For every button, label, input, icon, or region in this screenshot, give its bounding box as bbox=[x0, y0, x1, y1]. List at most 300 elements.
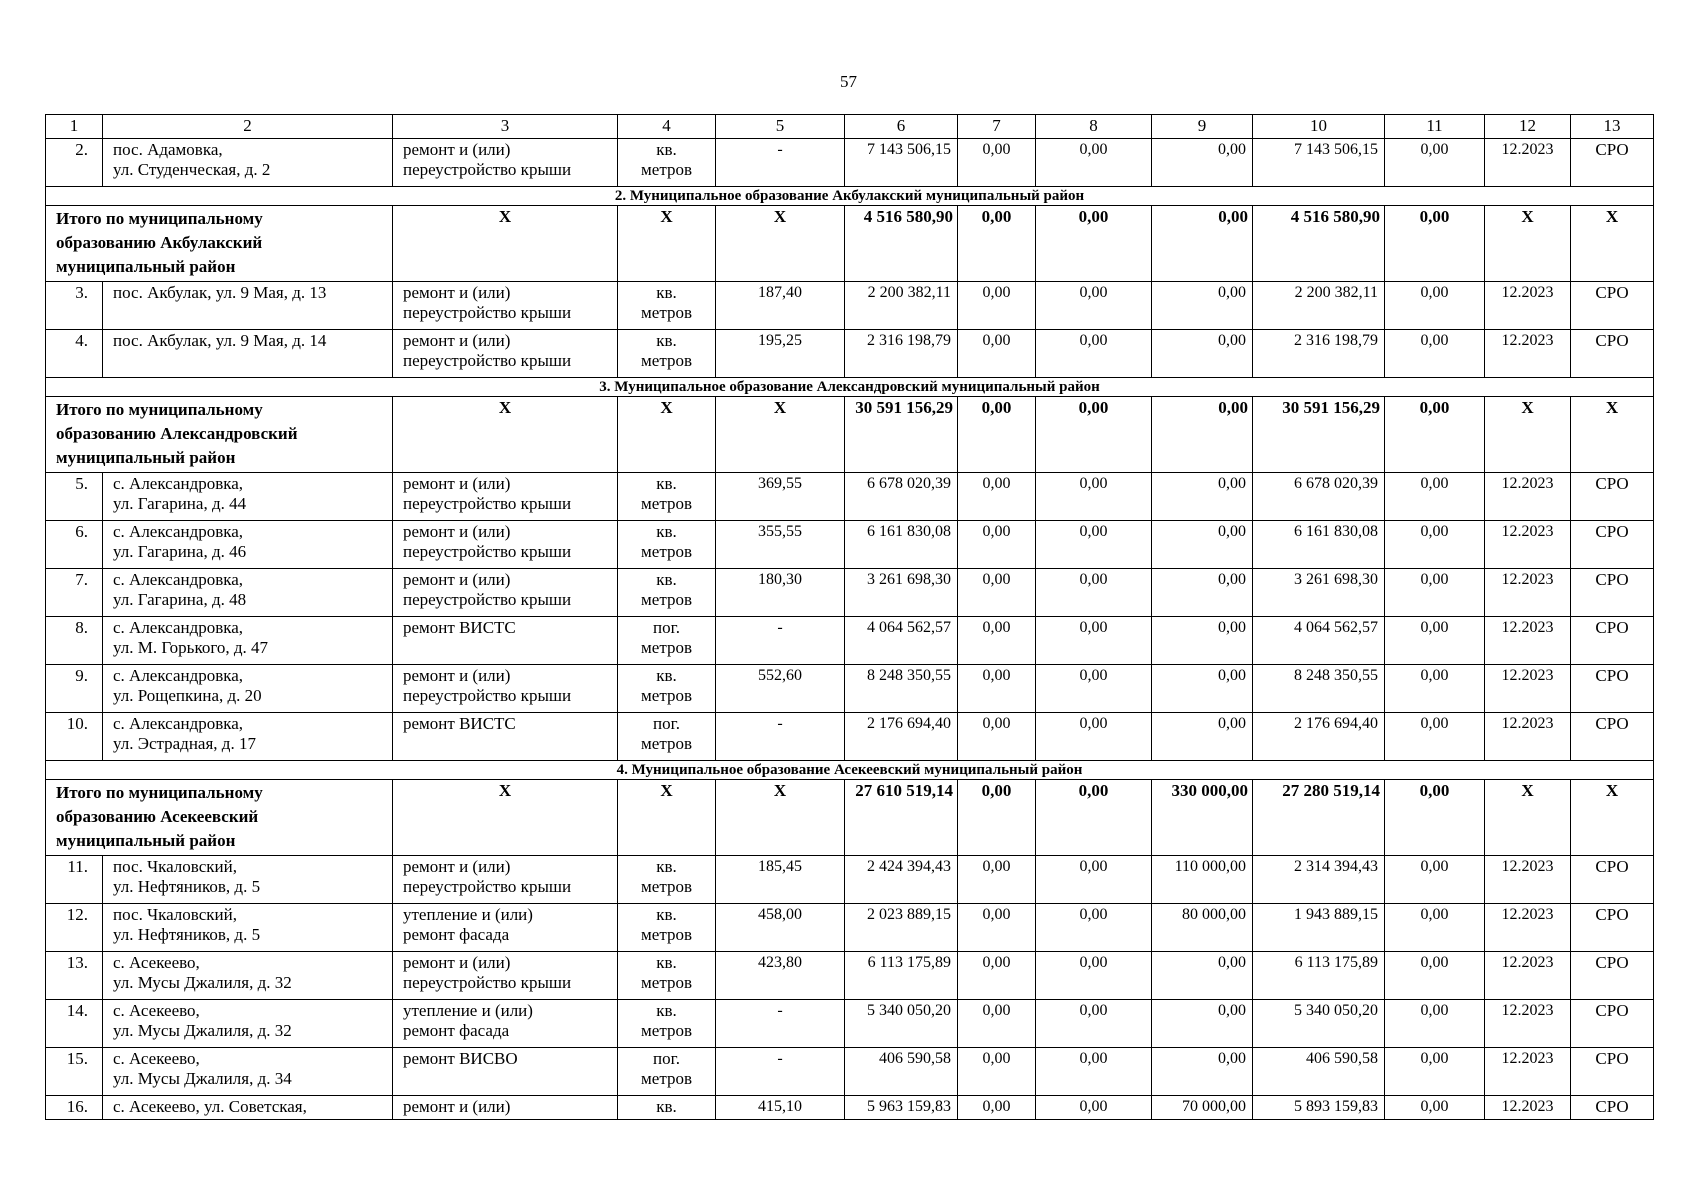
unit-line: кв. bbox=[656, 522, 677, 541]
total-label bbox=[46, 206, 393, 282]
work-type-cell bbox=[393, 569, 618, 617]
value-cell: 110 000,00 bbox=[1152, 856, 1253, 904]
total-row bbox=[46, 397, 1654, 473]
address-line: ул. Мусы Джалиля, д. 34 bbox=[113, 1069, 292, 1088]
work-type-line: ремонт и (или) bbox=[403, 522, 511, 541]
work-type-line: ремонт и (или) bbox=[403, 857, 511, 876]
value-cell: 0,00 bbox=[1385, 665, 1485, 713]
total-value-cell: 0,00 bbox=[1385, 206, 1485, 282]
column-number: 13 bbox=[1571, 115, 1654, 139]
address-line: с. Асекеево, ул. Советская, bbox=[113, 1097, 307, 1116]
total-label-line: образованию Александровский bbox=[56, 424, 298, 443]
total-label-line: Итого по муниципальному bbox=[56, 209, 263, 228]
work-type-cell bbox=[393, 330, 618, 378]
total-label-line: Итого по муниципальному bbox=[56, 400, 263, 419]
row-number: 14. bbox=[46, 1000, 103, 1048]
value-cell: 2 314 394,43 bbox=[1253, 856, 1385, 904]
area-cell: - bbox=[716, 617, 845, 665]
total-value-cell: 0,00 bbox=[958, 206, 1036, 282]
value-cell: 0,00 bbox=[958, 665, 1036, 713]
total-x-cell: Х bbox=[618, 397, 716, 473]
value-cell: 0,00 bbox=[1385, 952, 1485, 1000]
value-cell: 0,00 bbox=[1385, 904, 1485, 952]
unit-line: кв. bbox=[656, 474, 677, 493]
total-value-cell: 330 000,00 bbox=[1152, 780, 1253, 856]
work-type-line: ремонт и (или) bbox=[403, 666, 511, 685]
unit-line: кв. bbox=[656, 1097, 677, 1116]
total-value-cell: 0,00 bbox=[1152, 206, 1253, 282]
value-cell: 0,00 bbox=[1036, 713, 1152, 761]
method-cell: СРО bbox=[1571, 521, 1654, 569]
area-cell: 552,60 bbox=[716, 665, 845, 713]
table-row bbox=[46, 521, 1654, 569]
table-row bbox=[46, 282, 1654, 330]
address-cell bbox=[103, 1000, 393, 1048]
address-line: с. Александровка, bbox=[113, 522, 244, 541]
address-cell bbox=[103, 569, 393, 617]
deadline-cell: 12.2023 bbox=[1485, 713, 1571, 761]
cost-cell: 7 143 506,15 bbox=[845, 139, 958, 187]
total-label-line: Итого по муниципальному bbox=[56, 783, 263, 802]
unit-cell bbox=[618, 1000, 716, 1048]
cost-cell: 6 161 830,08 bbox=[845, 521, 958, 569]
value-cell: 6 113 175,89 bbox=[1253, 952, 1385, 1000]
value-cell: 1 943 889,15 bbox=[1253, 904, 1385, 952]
work-type-line: переустройство крыши bbox=[403, 160, 572, 179]
table-row bbox=[46, 665, 1654, 713]
column-number: 4 bbox=[618, 115, 716, 139]
work-type-line: ремонт ВИСТС bbox=[403, 714, 516, 733]
value-cell: 0,00 bbox=[1036, 1048, 1152, 1096]
value-cell: 0,00 bbox=[1036, 617, 1152, 665]
row-number: 15. bbox=[46, 1048, 103, 1096]
value-cell: 0,00 bbox=[1036, 1000, 1152, 1048]
value-cell: 0,00 bbox=[958, 139, 1036, 187]
column-number: 2 bbox=[103, 115, 393, 139]
work-type-line: переустройство крыши bbox=[403, 351, 572, 370]
total-x-cell: Х bbox=[1571, 206, 1654, 282]
unit-cell bbox=[618, 521, 716, 569]
unit-line: кв. bbox=[656, 905, 677, 924]
work-type-line: ремонт ВИСТС bbox=[403, 618, 516, 637]
cost-cell: 2 176 694,40 bbox=[845, 713, 958, 761]
total-x-cell: Х bbox=[393, 780, 618, 856]
table-row bbox=[46, 904, 1654, 952]
table-body bbox=[46, 115, 1654, 1120]
cost-cell: 6 113 175,89 bbox=[845, 952, 958, 1000]
work-type-line: переустройство крыши bbox=[403, 303, 572, 322]
work-type-line: ремонт и (или) bbox=[403, 283, 511, 302]
unit-cell bbox=[618, 330, 716, 378]
unit-line: кв. bbox=[656, 1001, 677, 1020]
work-type-line: ремонт ВИСВО bbox=[403, 1049, 518, 1068]
total-label bbox=[46, 780, 393, 856]
unit-line: метров bbox=[641, 734, 692, 753]
table-row bbox=[46, 569, 1654, 617]
area-cell: - bbox=[716, 1048, 845, 1096]
total-value-cell: 30 591 156,29 bbox=[1253, 397, 1385, 473]
value-cell: 0,00 bbox=[1152, 952, 1253, 1000]
total-x-cell: Х bbox=[716, 397, 845, 473]
value-cell: 0,00 bbox=[1385, 521, 1485, 569]
unit-cell bbox=[618, 1096, 716, 1120]
total-x-cell: Х bbox=[1485, 206, 1571, 282]
method-cell: СРО bbox=[1571, 569, 1654, 617]
address-line: пос. Чкаловский, bbox=[113, 905, 237, 924]
unit-cell bbox=[618, 473, 716, 521]
method-cell: СРО bbox=[1571, 713, 1654, 761]
work-type-cell bbox=[393, 904, 618, 952]
work-type-line: ремонт фасада bbox=[403, 1021, 510, 1040]
unit-line: кв. bbox=[656, 666, 677, 685]
section-title: 4. Муниципальное образование Асекеевский муниципальный район bbox=[46, 761, 1654, 780]
work-type-line: переустройство крыши bbox=[403, 542, 572, 561]
work-type-line: ремонт и (или) bbox=[403, 570, 511, 589]
table-row bbox=[46, 1096, 1654, 1120]
area-cell: - bbox=[716, 1000, 845, 1048]
deadline-cell: 12.2023 bbox=[1485, 139, 1571, 187]
total-label bbox=[46, 397, 393, 473]
value-cell: 0,00 bbox=[958, 904, 1036, 952]
table-row bbox=[46, 139, 1654, 187]
value-cell: 0,00 bbox=[1385, 139, 1485, 187]
value-cell: 0,00 bbox=[1036, 856, 1152, 904]
total-value-cell: 27 280 519,14 bbox=[1253, 780, 1385, 856]
value-cell: 8 248 350,55 bbox=[1253, 665, 1385, 713]
total-x-cell: Х bbox=[618, 780, 716, 856]
cost-cell: 2 200 382,11 bbox=[845, 282, 958, 330]
deadline-cell: 12.2023 bbox=[1485, 282, 1571, 330]
address-line: с. Александровка, bbox=[113, 618, 244, 637]
section-header-row bbox=[46, 187, 1654, 206]
value-cell: 0,00 bbox=[958, 521, 1036, 569]
value-cell: 0,00 bbox=[1385, 856, 1485, 904]
total-x-cell: Х bbox=[716, 206, 845, 282]
value-cell: 0,00 bbox=[958, 856, 1036, 904]
unit-line: кв. bbox=[656, 953, 677, 972]
value-cell: 6 678 020,39 bbox=[1253, 473, 1385, 521]
work-type-cell bbox=[393, 139, 618, 187]
work-type-line: ремонт и (или) bbox=[403, 953, 511, 972]
work-type-line: ремонт и (или) bbox=[403, 331, 511, 350]
total-label-line: муниципальный район bbox=[56, 448, 236, 467]
value-cell: 0,00 bbox=[1036, 473, 1152, 521]
row-number: 9. bbox=[46, 665, 103, 713]
row-number: 16. bbox=[46, 1096, 103, 1120]
unit-cell bbox=[618, 282, 716, 330]
value-cell: 4 064 562,57 bbox=[1253, 617, 1385, 665]
unit-line: метров bbox=[641, 638, 692, 657]
table-row bbox=[46, 617, 1654, 665]
area-cell: 355,55 bbox=[716, 521, 845, 569]
deadline-cell: 12.2023 bbox=[1485, 1096, 1571, 1120]
method-cell: СРО bbox=[1571, 856, 1654, 904]
unit-line: метров bbox=[641, 877, 692, 896]
cost-cell: 5 963 159,83 bbox=[845, 1096, 958, 1120]
unit-line: метров bbox=[641, 351, 692, 370]
method-cell: СРО bbox=[1571, 330, 1654, 378]
total-value-cell: 0,00 bbox=[1036, 397, 1152, 473]
work-type-line: переустройство крыши bbox=[403, 494, 572, 513]
value-cell: 5 893 159,83 bbox=[1253, 1096, 1385, 1120]
value-cell: 0,00 bbox=[1385, 1000, 1485, 1048]
value-cell: 0,00 bbox=[1152, 665, 1253, 713]
total-value-cell: 0,00 bbox=[1036, 206, 1152, 282]
value-cell: 0,00 bbox=[958, 1096, 1036, 1120]
unit-cell bbox=[618, 139, 716, 187]
column-number-row bbox=[46, 115, 1654, 139]
value-cell: 2 316 198,79 bbox=[1253, 330, 1385, 378]
work-type-cell bbox=[393, 617, 618, 665]
column-number: 12 bbox=[1485, 115, 1571, 139]
total-value-cell: 0,00 bbox=[1036, 780, 1152, 856]
work-type-cell bbox=[393, 282, 618, 330]
column-number: 5 bbox=[716, 115, 845, 139]
value-cell: 0,00 bbox=[1152, 617, 1253, 665]
work-type-cell bbox=[393, 1000, 618, 1048]
address-cell bbox=[103, 856, 393, 904]
total-value-cell: 0,00 bbox=[958, 397, 1036, 473]
address-line: ул. Мусы Джалиля, д. 32 bbox=[113, 1021, 292, 1040]
table-row bbox=[46, 1048, 1654, 1096]
value-cell: 0,00 bbox=[958, 473, 1036, 521]
deadline-cell: 12.2023 bbox=[1485, 1048, 1571, 1096]
address-line: ул. М. Горького, д. 47 bbox=[113, 638, 269, 657]
unit-cell bbox=[618, 952, 716, 1000]
unit-cell bbox=[618, 569, 716, 617]
value-cell: 0,00 bbox=[1036, 139, 1152, 187]
address-cell bbox=[103, 1096, 393, 1120]
unit-cell bbox=[618, 1048, 716, 1096]
value-cell: 0,00 bbox=[958, 569, 1036, 617]
unit-line: метров bbox=[641, 494, 692, 513]
table-row bbox=[46, 1000, 1654, 1048]
value-cell: 6 161 830,08 bbox=[1253, 521, 1385, 569]
work-type-line: утепление и (или) bbox=[403, 905, 533, 924]
total-value-cell: 4 516 580,90 bbox=[1253, 206, 1385, 282]
method-cell: СРО bbox=[1571, 473, 1654, 521]
unit-line: кв. bbox=[656, 283, 677, 302]
total-x-cell: Х bbox=[618, 206, 716, 282]
cost-cell: 5 340 050,20 bbox=[845, 1000, 958, 1048]
value-cell: 0,00 bbox=[1152, 473, 1253, 521]
unit-line: метров bbox=[641, 1069, 692, 1088]
method-cell: СРО bbox=[1571, 282, 1654, 330]
address-line: с. Александровка, bbox=[113, 474, 244, 493]
row-number: 7. bbox=[46, 569, 103, 617]
work-type-line: переустройство крыши bbox=[403, 686, 572, 705]
work-type-line: переустройство крыши bbox=[403, 973, 572, 992]
section-header-row bbox=[46, 378, 1654, 397]
address-cell bbox=[103, 473, 393, 521]
value-cell: 2 176 694,40 bbox=[1253, 713, 1385, 761]
work-type-cell bbox=[393, 1096, 618, 1120]
value-cell: 7 143 506,15 bbox=[1253, 139, 1385, 187]
column-number: 10 bbox=[1253, 115, 1385, 139]
method-cell: СРО bbox=[1571, 904, 1654, 952]
value-cell: 0,00 bbox=[1385, 330, 1485, 378]
area-cell: 187,40 bbox=[716, 282, 845, 330]
section-title: 2. Муниципальное образование Акбулакский муниципальный район bbox=[46, 187, 1654, 206]
unit-cell bbox=[618, 713, 716, 761]
work-type-line: переустройство крыши bbox=[403, 590, 572, 609]
address-line: пос. Адамовка, bbox=[113, 140, 223, 159]
row-number: 13. bbox=[46, 952, 103, 1000]
area-cell: 458,00 bbox=[716, 904, 845, 952]
cost-cell: 8 248 350,55 bbox=[845, 665, 958, 713]
cost-cell: 2 424 394,43 bbox=[845, 856, 958, 904]
area-cell: - bbox=[716, 139, 845, 187]
value-cell: 5 340 050,20 bbox=[1253, 1000, 1385, 1048]
row-number: 12. bbox=[46, 904, 103, 952]
value-cell: 0,00 bbox=[1152, 713, 1253, 761]
row-number: 6. bbox=[46, 521, 103, 569]
deadline-cell: 12.2023 bbox=[1485, 521, 1571, 569]
address-line: ул. Гагарина, д. 46 bbox=[113, 542, 247, 561]
total-label-line: муниципальный район bbox=[56, 257, 236, 276]
address-cell bbox=[103, 282, 393, 330]
area-cell: - bbox=[716, 713, 845, 761]
address-line: с. Асекеево, bbox=[113, 953, 200, 972]
method-cell: СРО bbox=[1571, 1048, 1654, 1096]
value-cell: 2 200 382,11 bbox=[1253, 282, 1385, 330]
value-cell: 0,00 bbox=[1385, 713, 1485, 761]
total-label-line: образованию Асекеевский bbox=[56, 807, 259, 826]
total-x-cell: Х bbox=[393, 397, 618, 473]
total-x-cell: Х bbox=[1571, 397, 1654, 473]
table-row bbox=[46, 330, 1654, 378]
work-type-cell bbox=[393, 713, 618, 761]
total-x-cell: Х bbox=[1571, 780, 1654, 856]
column-number: 8 bbox=[1036, 115, 1152, 139]
value-cell: 0,00 bbox=[1036, 952, 1152, 1000]
unit-cell bbox=[618, 904, 716, 952]
address-line: пос. Акбулак, ул. 9 Мая, д. 14 bbox=[113, 331, 327, 350]
work-type-line: ремонт и (или) bbox=[403, 474, 511, 493]
method-cell: СРО bbox=[1571, 139, 1654, 187]
value-cell: 0,00 bbox=[1152, 330, 1253, 378]
table-row bbox=[46, 473, 1654, 521]
total-x-cell: Х bbox=[393, 206, 618, 282]
value-cell: 406 590,58 bbox=[1253, 1048, 1385, 1096]
table-row bbox=[46, 952, 1654, 1000]
value-cell: 0,00 bbox=[1036, 330, 1152, 378]
value-cell: 3 261 698,30 bbox=[1253, 569, 1385, 617]
address-line: с. Асекеево, bbox=[113, 1049, 200, 1068]
value-cell: 0,00 bbox=[958, 1000, 1036, 1048]
address-cell bbox=[103, 330, 393, 378]
column-number: 11 bbox=[1385, 115, 1485, 139]
total-x-cell: Х bbox=[1485, 780, 1571, 856]
cost-cell: 4 064 562,57 bbox=[845, 617, 958, 665]
unit-line: пог. bbox=[653, 1049, 680, 1068]
address-line: с. Александровка, bbox=[113, 666, 244, 685]
deadline-cell: 12.2023 bbox=[1485, 665, 1571, 713]
unit-line: кв. bbox=[656, 140, 677, 159]
deadline-cell: 12.2023 bbox=[1485, 904, 1571, 952]
total-value-cell: 0,00 bbox=[1385, 780, 1485, 856]
total-value-cell: 0,00 bbox=[958, 780, 1036, 856]
total-value-cell: 0,00 bbox=[1152, 397, 1253, 473]
area-cell: 185,45 bbox=[716, 856, 845, 904]
value-cell: 0,00 bbox=[958, 330, 1036, 378]
row-number: 5. bbox=[46, 473, 103, 521]
method-cell: СРО bbox=[1571, 952, 1654, 1000]
value-cell: 0,00 bbox=[958, 713, 1036, 761]
value-cell: 0,00 bbox=[1152, 521, 1253, 569]
work-type-line: ремонт фасада bbox=[403, 925, 510, 944]
address-line: ул. Гагарина, д. 44 bbox=[113, 494, 247, 513]
value-cell: 0,00 bbox=[1152, 1048, 1253, 1096]
address-cell bbox=[103, 952, 393, 1000]
address-cell bbox=[103, 665, 393, 713]
total-label-line: образованию Акбулакский bbox=[56, 233, 263, 252]
work-type-line: ремонт и (или) bbox=[403, 1097, 511, 1116]
area-cell: 180,30 bbox=[716, 569, 845, 617]
value-cell: 0,00 bbox=[958, 617, 1036, 665]
work-type-line: переустройство крыши bbox=[403, 877, 572, 896]
unit-line: метров bbox=[641, 160, 692, 179]
unit-line: метров bbox=[641, 925, 692, 944]
address-cell bbox=[103, 904, 393, 952]
section-title: 3. Муниципальное образование Александровский муниципальный район bbox=[46, 378, 1654, 397]
method-cell: СРО bbox=[1571, 665, 1654, 713]
address-cell bbox=[103, 1048, 393, 1096]
value-cell: 0,00 bbox=[1385, 617, 1485, 665]
row-number: 8. bbox=[46, 617, 103, 665]
address-cell bbox=[103, 521, 393, 569]
cost-cell: 406 590,58 bbox=[845, 1048, 958, 1096]
address-line: ул. Студенческая, д. 2 bbox=[113, 160, 271, 179]
value-cell: 0,00 bbox=[1152, 1000, 1253, 1048]
column-number: 1 bbox=[46, 115, 103, 139]
address-cell bbox=[103, 713, 393, 761]
cost-cell: 2 023 889,15 bbox=[845, 904, 958, 952]
value-cell: 80 000,00 bbox=[1152, 904, 1253, 952]
total-cost-cell: 27 610 519,14 bbox=[845, 780, 958, 856]
unit-line: кв. bbox=[656, 570, 677, 589]
column-number: 6 bbox=[845, 115, 958, 139]
total-x-cell: Х bbox=[1485, 397, 1571, 473]
unit-line: метров bbox=[641, 590, 692, 609]
cost-cell: 6 678 020,39 bbox=[845, 473, 958, 521]
work-type-cell bbox=[393, 952, 618, 1000]
value-cell: 0,00 bbox=[958, 1048, 1036, 1096]
value-cell: 0,00 bbox=[1036, 1096, 1152, 1120]
area-cell: 369,55 bbox=[716, 473, 845, 521]
row-number: 4. bbox=[46, 330, 103, 378]
deadline-cell: 12.2023 bbox=[1485, 617, 1571, 665]
address-line: ул. Эстрадная, д. 17 bbox=[113, 734, 256, 753]
address-line: ул. Нефтяников, д. 5 bbox=[113, 925, 261, 944]
unit-cell bbox=[618, 856, 716, 904]
total-row bbox=[46, 206, 1654, 282]
value-cell: 0,00 bbox=[1152, 282, 1253, 330]
address-line: ул. Гагарина, д. 48 bbox=[113, 590, 247, 609]
address-cell bbox=[103, 139, 393, 187]
value-cell: 0,00 bbox=[958, 282, 1036, 330]
total-x-cell: Х bbox=[716, 780, 845, 856]
area-cell: 195,25 bbox=[716, 330, 845, 378]
column-number: 3 bbox=[393, 115, 618, 139]
value-cell: 70 000,00 bbox=[1152, 1096, 1253, 1120]
address-line: с. Александровка, bbox=[113, 714, 244, 733]
value-cell: 0,00 bbox=[1385, 282, 1485, 330]
row-number: 2. bbox=[46, 139, 103, 187]
section-header-row bbox=[46, 761, 1654, 780]
unit-line: метров bbox=[641, 686, 692, 705]
unit-line: пог. bbox=[653, 714, 680, 733]
